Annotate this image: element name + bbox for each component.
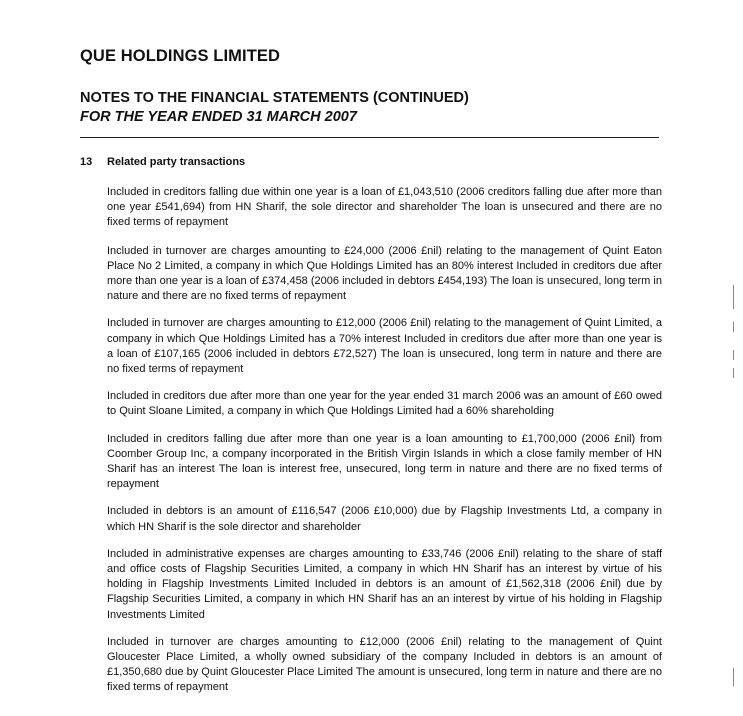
paragraph-quint-limited: Included in turnover are charges amounting to £12,000 (2006 £nil) relating to the management of Quint Limited, a company in which Que Holdings Limited has a 70% interest Included in creditors due after more than one year is a loan of £107,165 (2006 included in debtors £72,527) The loan is unsecured, long term in nature and there are no fixed terms of repayment [107,317,662,376]
paragraph-quint-sloane: Included in creditors due after more than one year for the year ended 31 march 2006 was an amount of £60 owed to Quint Sloane Limited, a company in which Que Holdings Limited had a 60% shareholding [107,390,662,418]
reporting-period: FOR THE YEAR ENDED 31 MARCH 2007 [80,109,357,125]
notes-title: NOTES TO THE FINANCIAL STATEMENTS (CONTINUED) [80,90,469,106]
paragraph-coomber-group: Included in creditors falling due after more than one year is a loan amounting to £1,700,000 (2006 £nil) from Coomber Group Inc, a company incorporated in the British Virgin Islands in which a close family member of HN Sharif has an interest The loan is interest free, unsecured, long term in nature and there are no fixed terms of repayment [107,432,662,491]
scan-edge-mark [733,350,734,360]
scan-edge-mark [733,285,734,309]
section-title: Related party transactions [107,156,246,168]
section-number: 13 [80,156,93,168]
scan-edge-mark [733,322,734,332]
scan-edge-mark [733,668,734,686]
paragraph-quint-eaton-place: Included in turnover are charges amounting to £24,000 (2006 £nil) relating to the management of Quint Eaton Place No 2 Limited, a company in which Que Holdings Limited has an 80% interest Included in creditors due after more than one year is a loan of £374,458 (2006 included in debtors £454,193) The loan is unsecured, long term in nature and there are no fixed terms of repayment [107,244,662,303]
scan-edge-mark [733,368,734,378]
paragraph-director-loan: Included in creditors falling due within one year is a loan of £1,043,510 (2006 creditors falling due after more than one year £541,694) from HN Sharif, the sole director and shareholder The loan is unsecured and there are no fixed terms of repayment [107,186,662,229]
paragraph-quint-gloucester-place: Included in turnover are charges amounting to £12,000 (2006 £nil) relating to the management of Quint Gloucester Place Limited, a wholly owned subsidiary of the company Included in debtors is an amount of £1,350,680 due by Quint Gloucester Place Limited The amount is unsecured, long term in nature and there are no fixed terms of repayment [107,635,662,694]
company-name: QUE HOLDINGS LIMITED [80,47,280,65]
header-divider [80,137,659,138]
paragraph-flagship-investments: Included in debtors is an amount of £116,547 (2006 £10,000) due by Flagship Investments Ltd, a company in which HN Sharif is the sole director and shareholder [107,505,662,533]
section-body [107,185,662,696]
paragraph-flagship-securities: Included in administrative expenses are charges amounting to £33,746 (2006 £nil) relating to the share of staff and office costs of Flagship Securities Limited, a company in which HN Sharif has an interest by virtue of his holding in Flagship Investments Limited Included in debtors is an amount of £1,562,318 (2006 £nil) due by Flagship Securities Limited, a company in which HN Sharif has an an interest by virtue of his holding in Flagship Investments Limited [107,547,662,621]
